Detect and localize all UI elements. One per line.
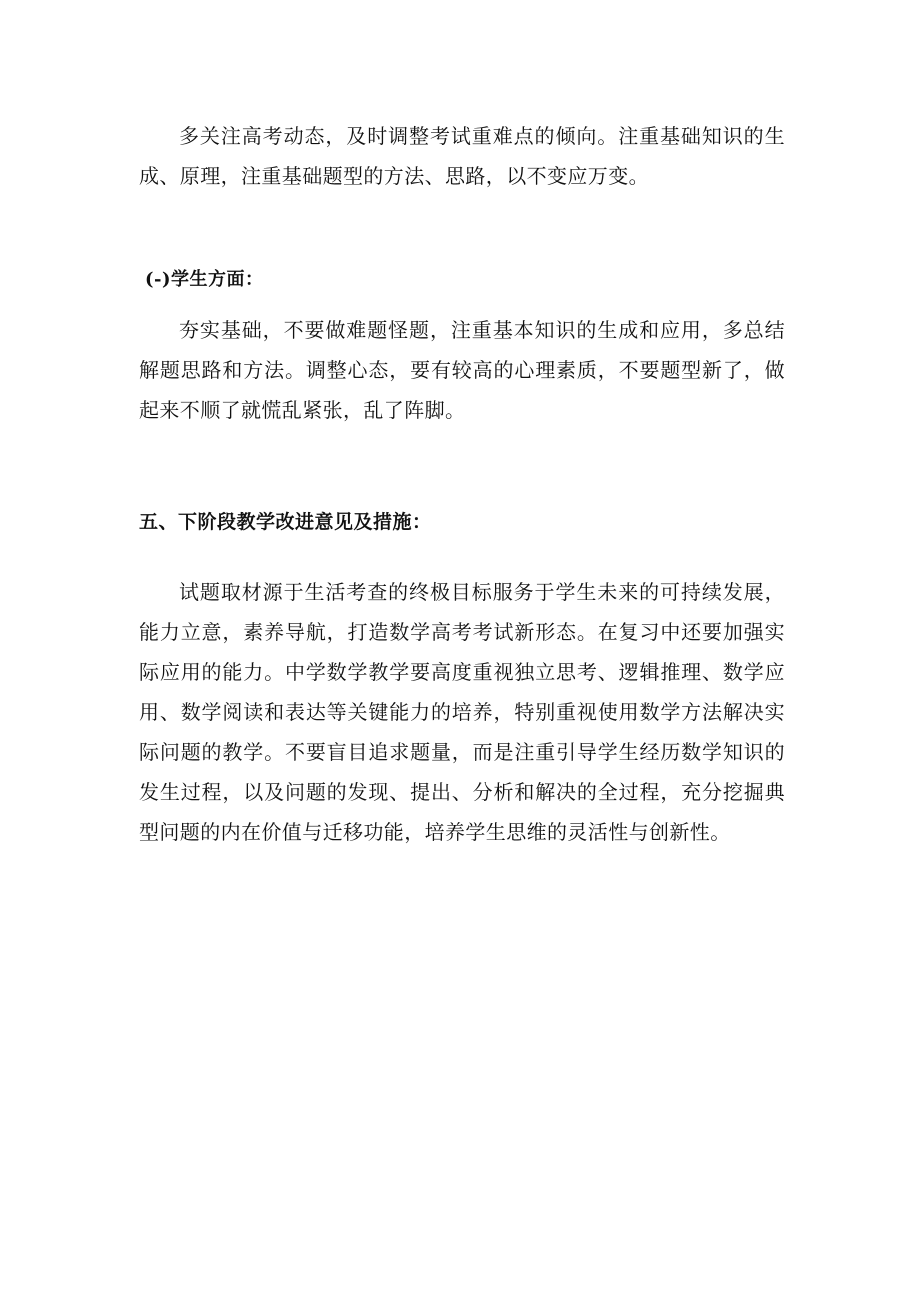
paragraph-students: 夯实基础，不要做难题怪题，注重基本知识的生成和应用，多总结解题思路和方法。调整心态，要有较高的心理素质，不要题型新了，做起来不顺了就慌乱紧张，乱了阵脚。	[139, 318, 785, 422]
paragraph-exam-trends: 多关注高考动态，及时调整考试重难点的倾向。注重基础知识的生成、原理，注重基础题型的方法、思路，以不变应万变。	[139, 124, 785, 188]
paragraph-improvement-measures: 试题取材源于生活考查的终极目标服务于学生未来的可持续发展，能力立意，素养导航，打造数学高考考试新形态。在复习中还要加强实际应用的能力。中学数学教学要高度重视独立思考、逻辑推理、数学应用、数学阅读和表达等关键能力的培养，特别重视使用数学方法解决实际问题的教学。不要盲目追求题量，而是注重引导学生经历数学知识的发生过程，以及问题的发现、提出、分析和解决的全过程，充分挖掘典型问题的内在价值与迁移功能，培养学生思维的灵活性与创新性。	[139, 580, 785, 844]
heading-section-5: 五、下阶段教学改进意见及措施：	[139, 511, 432, 533]
heading-students: (-)学生方面：	[145, 269, 264, 290]
